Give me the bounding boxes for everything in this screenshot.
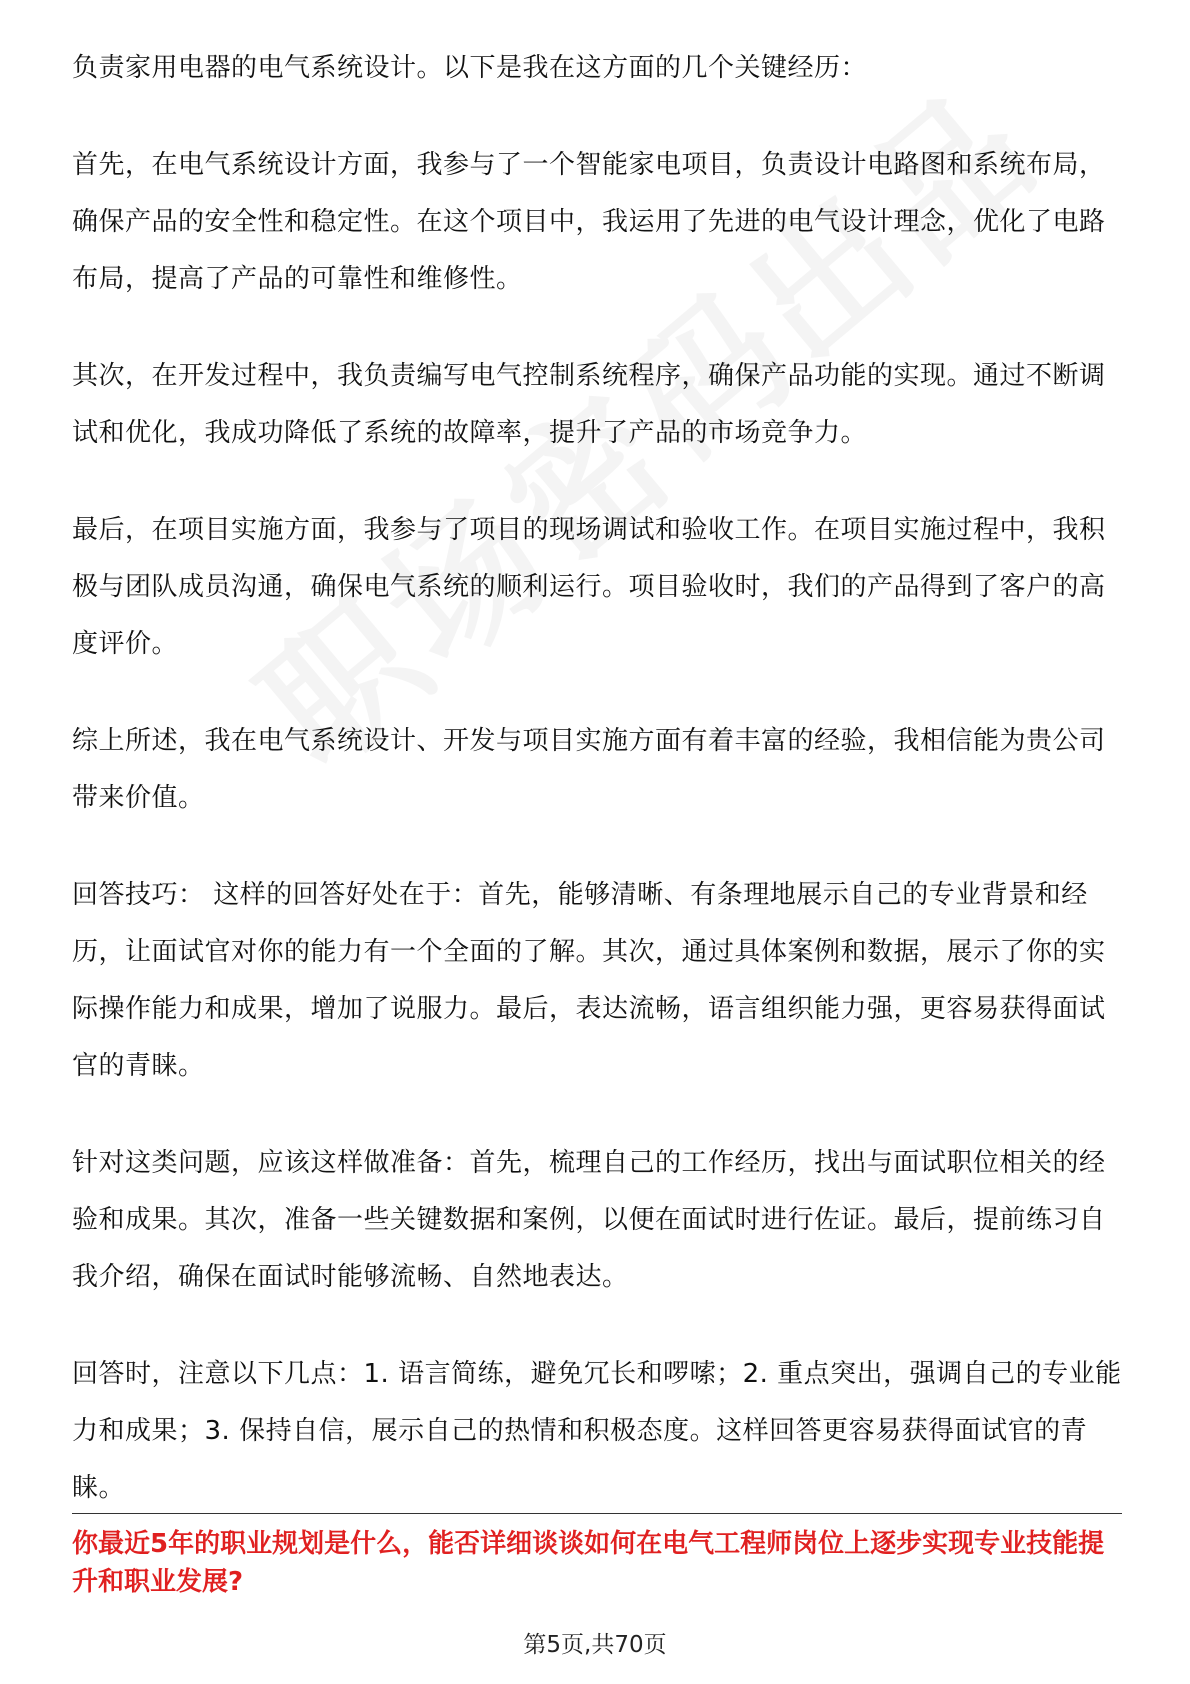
document-body — [72, 40, 1122, 1640]
paragraph-intro: 负责家用电器的电气系统设计。以下是我在这方面的几个关键经历： — [72, 53, 868, 83]
paragraph-development: 其次，在开发过程中，我负责编写电气控制系统程序，确保产品功能的实现。通过不断调试和优化，我成功降低了系统的故障率，提升了产品的市场竞争力。 — [72, 361, 1106, 448]
paragraph-design: 首先，在电气系统设计方面，我参与了一个智能家电项目，负责设计电路图和系统布局，确保产品的安全性和稳定性。在这个项目中，我运用了先进的电气设计理念，优化了电路布局，提高了产品的可靠性和维修性。 — [72, 150, 1106, 294]
paragraph-implementation: 最后，在项目实施方面，我参与了项目的现场调试和验收工作。在项目实施过程中，我积极与团队成员沟通，确保电气系统的顺利运行。项目验收时，我们的产品得到了客户的高度评价。 — [72, 515, 1106, 659]
paragraph-summary: 综上所述，我在电气系统设计、开发与项目实施方面有着丰富的经验，我相信能为贵公司带来价值。 — [72, 726, 1106, 813]
paragraph-preparation: 针对这类问题，应该这样做准备：首先，梳理自己的工作经历，找出与面试职位相关的经验和成果。其次，准备一些关键数据和案例，以便在面试时进行佐证。最后，提前练习自我介绍，确保在面试时能够流畅、自然地表达。 — [72, 1148, 1106, 1292]
section-divider — [72, 1513, 1122, 1514]
next-question-heading: 你最近5年的职业规划是什么，能否详细谈谈如何在电气工程师岗位上逐步实现专业技能提升和职业发展? — [72, 1529, 1105, 1597]
page-number: 第5页,共70页 — [523, 1632, 667, 1658]
paragraph-notes: 回答时，注意以下几点：1. 语言简练，避免冗长和啰嗦；2. 重点突出，强调自己的专业能力和成果；3. 保持自信，展示自己的热情和积极态度。这样回答更容易获得面试官的青睐。 — [72, 1359, 1122, 1503]
paragraph-answer-tips: 回答技巧： 这样的回答好处在于：首先，能够清晰、有条理地展示自己的专业背景和经历，让面试官对你的能力有一个全面的了解。其次，通过具体案例和数据，展示了你的实际操作能力和成果，增加了说服力。最后，表达流畅，语言组织能力强，更容易获得面试官的青睐。 — [72, 880, 1106, 1081]
